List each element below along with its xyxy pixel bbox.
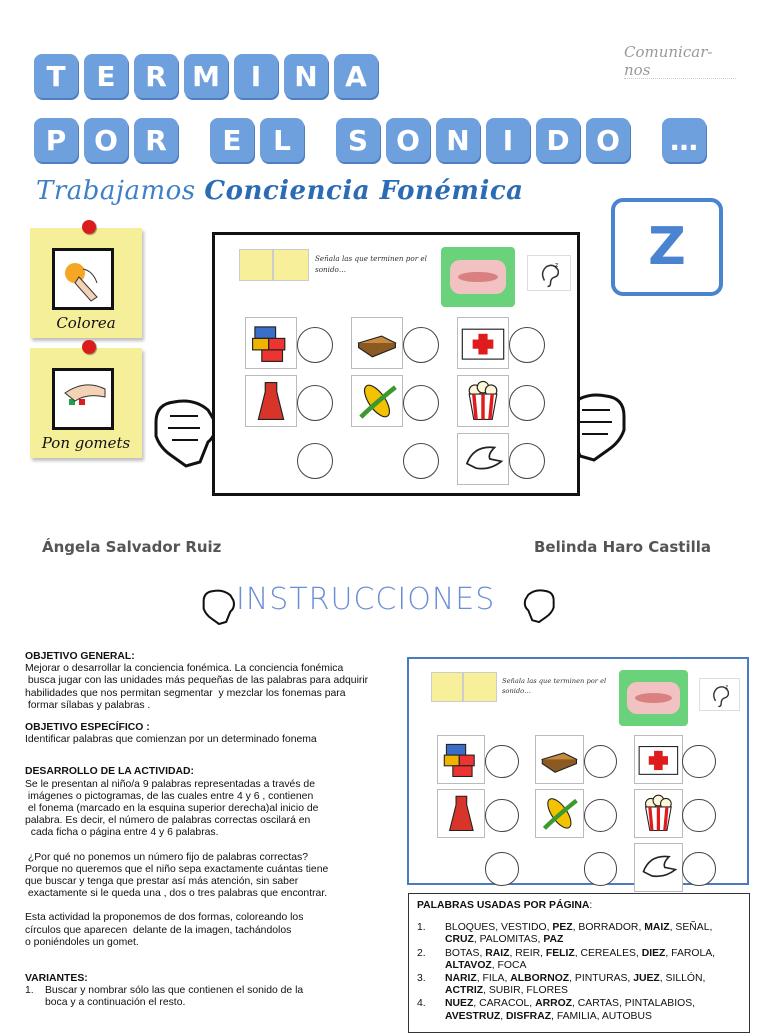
- corn-icon: [351, 375, 403, 427]
- text-line: ¿Por qué no ponemos un número fijo de palabras correctas?: [25, 851, 309, 863]
- text-line: círculos que aparecen delante de la imagen, tachándolos: [25, 924, 292, 936]
- specific-text: Identificar palabras que comienzan por un determinado fonema: [25, 734, 317, 746]
- text-line: exactamente si le queda una , dos o tres palabras que encontrar.: [25, 888, 328, 900]
- title-letter-tile: O: [586, 118, 630, 162]
- paint-hand-icon: [52, 248, 114, 310]
- text-line: el fonema (marcado en la esquina superior derecha)al inicio de: [25, 803, 319, 815]
- answer-circle[interactable]: [682, 745, 716, 779]
- svg-text:z: z: [555, 262, 559, 269]
- logo: Comunicar-nos: [624, 44, 736, 79]
- title-gap: [184, 118, 204, 162]
- answer-circle[interactable]: [485, 852, 519, 886]
- development-text: [25, 779, 385, 840]
- words-row-number: 1.: [417, 922, 426, 934]
- postit-colorea: [30, 228, 142, 338]
- postit-gomets: [30, 348, 142, 458]
- title-letter-tile: P: [34, 118, 78, 162]
- glove-hand-icon: [522, 586, 558, 631]
- words-row-number: 2.: [417, 947, 426, 959]
- title-letter-tile: I: [234, 54, 278, 98]
- instructions-title: INSTRUCCIONES: [236, 582, 496, 617]
- title-letter-tile: N: [284, 54, 328, 98]
- cookie-icon: [535, 735, 584, 784]
- text-line: imágenes o pictogramas, de las cuales entre 4 y 6 , contienen: [25, 790, 314, 802]
- blocks-icon: [437, 735, 486, 784]
- sample-card-small: [407, 657, 749, 885]
- ear-icon: [527, 255, 571, 291]
- title-letter-tile: I: [486, 118, 530, 162]
- title-letter-tile: D: [536, 118, 580, 162]
- answer-circle[interactable]: [682, 799, 716, 833]
- cookie-icon: [351, 317, 403, 369]
- specific-title: OBJETIVO ESPECÍFICO :: [25, 722, 150, 734]
- variant-line: [25, 997, 385, 1009]
- answer-circle[interactable]: [682, 852, 716, 886]
- text-line: Porque no queremos que el niño sepa exactamente cuántas tiene: [25, 863, 329, 875]
- subtitle-light: Trabajamos: [36, 176, 196, 206]
- text-line: Mejorar o desarrollar la conciencia fonémica. La conciencia fonémica: [25, 663, 344, 675]
- general-text: [25, 663, 385, 712]
- words-row-number: 3.: [417, 973, 426, 985]
- ear-icon: [699, 678, 740, 712]
- variant-text: Buscar y nombrar sólo las que contienen el sonido de la: [45, 985, 304, 997]
- mouth-icon: [619, 670, 688, 726]
- title-letter-tile: A: [334, 54, 378, 98]
- dove-icon: [457, 433, 509, 485]
- words-title: PALABRAS USADAS POR PÁGINA: [417, 900, 590, 911]
- title-letter-tile: O: [84, 118, 128, 162]
- words-row-text: NARIZ, FILA, ALBORNOZ, PINTURAS, JUEZ, SILLÓN, ACTRIZ, SUBIR, FLORES: [445, 973, 706, 997]
- words-row-text: NUEZ, CARACOL, ARROZ, CARTAS, PINTALABIOS, AVESTRUZ, DISFRAZ, FAMILIA, AUTOBUS: [445, 998, 696, 1022]
- answer-circle[interactable]: [509, 327, 545, 363]
- why-text: [25, 852, 385, 901]
- answer-circle[interactable]: [297, 327, 333, 363]
- glove-hand-icon: [150, 392, 218, 475]
- blocks-icon: [245, 317, 297, 369]
- instructions-text: [25, 651, 385, 1010]
- instruction-picto: [273, 249, 309, 281]
- text-line: cada ficha o página entre 4 y 6 palabras.: [25, 827, 219, 839]
- sticker-hand-icon: [52, 368, 114, 430]
- words-row: [417, 998, 741, 1022]
- answer-circle[interactable]: [509, 385, 545, 421]
- words-list: [417, 922, 741, 1023]
- words-title-colon: :: [589, 900, 593, 911]
- title-letter-tile: M: [184, 54, 228, 98]
- card-instruction: Señala las que terminen por el sonido…: [502, 676, 607, 695]
- dress-icon: [245, 375, 297, 427]
- words-box: [408, 893, 750, 1033]
- postit-label: Pon gomets: [41, 434, 131, 452]
- card-instruction: Señala las que terminen por el sonido…: [315, 254, 427, 274]
- subtitle: [36, 176, 524, 206]
- pin-icon: [82, 220, 96, 234]
- text-line: que buscar y tenga que prestar así más atención, sin saber: [25, 876, 299, 888]
- text-line: formar sílabas y palabras .: [25, 699, 151, 711]
- words-row: [417, 973, 741, 997]
- variants-title: VARIANTES:: [25, 973, 88, 985]
- answer-circle[interactable]: [403, 327, 439, 363]
- subtitle-bold: Conciencia Fonémica: [204, 176, 524, 206]
- title-letter-tile: …: [662, 118, 706, 162]
- title-letter-tile: T: [34, 54, 78, 98]
- text-line: busca jugar con las unidades más pequeñas de las palabras para adquirir: [25, 675, 369, 687]
- words-row-text: BOTAS, RAIZ, REIR, FELIZ, CEREALES, DIEZ, FAROLA, ALTAVOZ, FOCA: [445, 947, 716, 971]
- title-letter-tile: E: [84, 54, 128, 98]
- instruction-picto: [463, 672, 497, 702]
- answer-circle[interactable]: [297, 443, 333, 479]
- text-line: o poniéndoles un gomet.: [25, 936, 139, 948]
- title-line-1: [34, 54, 384, 98]
- answer-circle[interactable]: [485, 745, 519, 779]
- forms-text: [25, 912, 385, 949]
- answer-circle[interactable]: [584, 799, 618, 833]
- instruction-picto: [239, 249, 273, 281]
- title-letter-tile: R: [134, 54, 178, 98]
- dove-icon: [634, 843, 683, 892]
- variant-text: boca y a continuación el resto.: [45, 997, 186, 1009]
- variant-number: [25, 997, 45, 1009]
- title-letter-tile: N: [436, 118, 480, 162]
- popcorn-icon: [457, 375, 509, 427]
- general-title: OBJETIVO GENERAL:: [25, 651, 135, 662]
- words-row-number: 4.: [417, 998, 426, 1010]
- variants-list: [25, 985, 385, 1009]
- title-letter-tile: E: [210, 118, 254, 162]
- title-gap: [310, 118, 330, 162]
- title-letter-tile: S: [336, 118, 380, 162]
- title-letter-tile: O: [386, 118, 430, 162]
- svg-text:z: z: [725, 684, 729, 691]
- popcorn-icon: [634, 789, 683, 838]
- text-line: palabra. Es decir, el número de palabras correctas oscilará en: [25, 815, 311, 827]
- sound-letter-box: Z: [611, 198, 723, 296]
- mouth-icon: [441, 247, 515, 307]
- text-line: Se le presentan al niño/a 9 palabras representadas a través de: [25, 778, 315, 790]
- development-title: DESARROLLO DE LA ACTIVIDAD:: [25, 766, 194, 778]
- text-line: Esta actividad la proponemos de dos formas, coloreando los: [25, 912, 304, 924]
- postit-label: Colorea: [56, 314, 116, 332]
- glove-hand-icon: [200, 586, 236, 631]
- dress-icon: [437, 789, 486, 838]
- answer-circle[interactable]: [584, 745, 618, 779]
- answer-circle[interactable]: [584, 852, 618, 886]
- words-row: [417, 922, 741, 946]
- answer-circle[interactable]: [485, 799, 519, 833]
- author-left: Ángela Salvador Ruiz: [42, 538, 222, 556]
- words-row: [417, 948, 741, 972]
- answer-circle[interactable]: [403, 443, 439, 479]
- sample-card: [212, 232, 580, 496]
- corn-icon: [535, 789, 584, 838]
- title-letter-tile: R: [134, 118, 178, 162]
- variant-number: 1.: [25, 985, 34, 997]
- instruction-picto: [431, 672, 463, 702]
- text-line: habilidades que nos permitan segmentar y mezclar los fonemas para: [25, 687, 346, 699]
- title-line-2: [34, 118, 712, 162]
- title-letter-tile: L: [260, 118, 304, 162]
- variant-line: [25, 985, 385, 997]
- answer-circle[interactable]: [403, 385, 439, 421]
- answer-circle[interactable]: [509, 443, 545, 479]
- words-row-text: BLOQUES, VESTIDO, PEZ, BORRADOR, MAIZ, SEÑAL, CRUZ, PALOMITAS, PAZ: [445, 922, 713, 946]
- author-right: Belinda Haro Castilla: [534, 538, 712, 556]
- red-cross-icon: [457, 317, 509, 369]
- pin-icon: [82, 340, 96, 354]
- red-cross-icon: [634, 735, 683, 784]
- answer-circle[interactable]: [297, 385, 333, 421]
- title-gap: [636, 118, 656, 162]
